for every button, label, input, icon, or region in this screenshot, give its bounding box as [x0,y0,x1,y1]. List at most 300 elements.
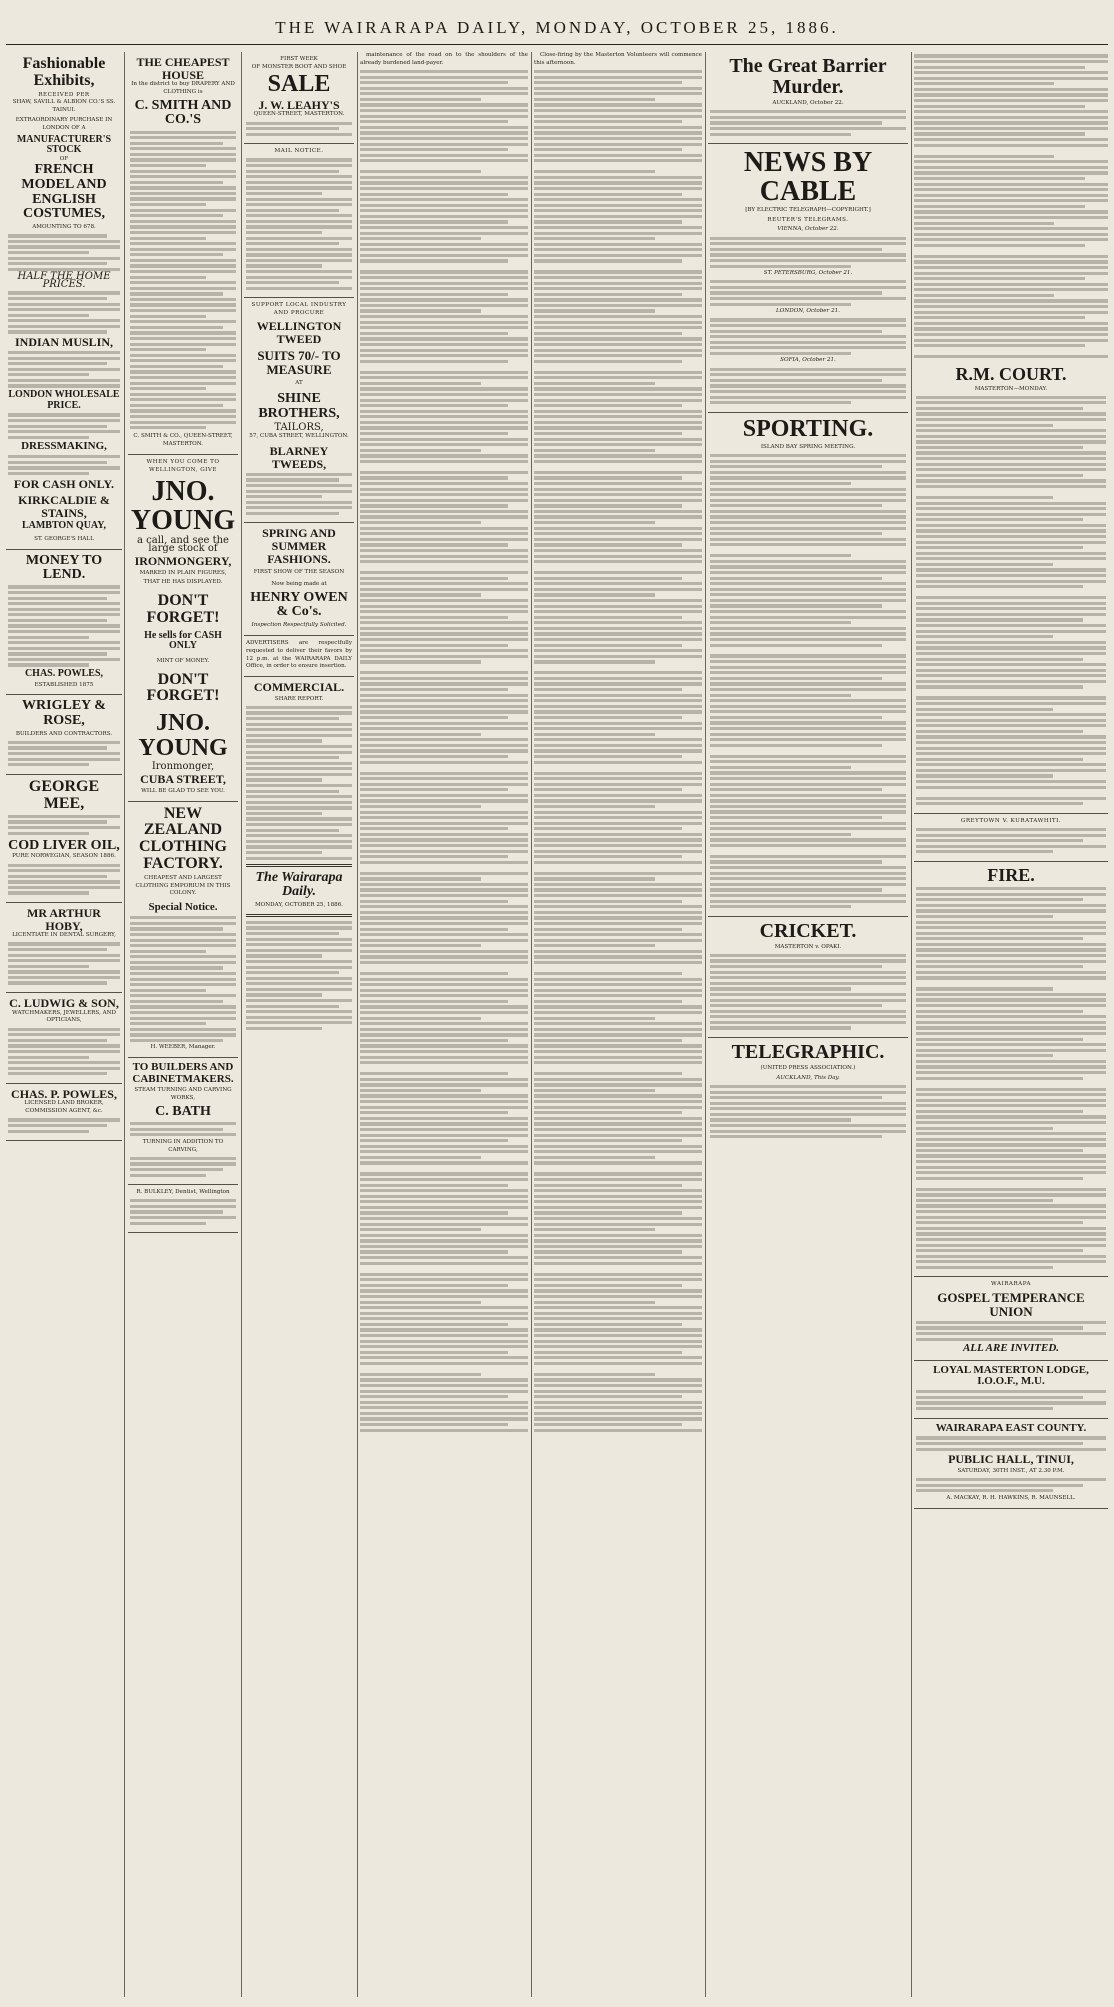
text-line [534,621,702,624]
text-line [534,382,655,385]
text-line [710,660,906,663]
text-line [916,1015,1106,1018]
ad-text: In the district to buy DRAPERY AND CLOTHING is [131,81,235,95]
text-line [360,87,528,90]
text-line [710,621,851,624]
text-line [360,421,528,424]
text-line [360,1312,528,1315]
text-line [360,215,528,218]
text-line [360,504,508,507]
text-line [916,535,1106,538]
ad-text: WAIRARAPA [990,1281,1031,1288]
text-line [534,1340,702,1343]
text-line [534,571,702,574]
text-line [360,1234,528,1237]
text-line [916,932,1106,935]
text-line [360,103,528,106]
text-line [916,669,1106,672]
section-heading: MAIL NOTICE. [274,148,324,155]
text-line [916,630,1106,633]
text-line [914,166,1108,169]
text-line [360,1111,508,1114]
text-line [914,222,1054,225]
text-line [916,971,1106,974]
ad-c-ludwig [6,993,122,1084]
text-line [710,710,906,713]
text-line [534,1039,682,1042]
text-line [916,960,1106,963]
text-line [360,1417,528,1420]
text-line [916,518,1083,521]
text-line [534,137,702,140]
text-line [914,255,1108,258]
text-line [916,1204,1106,1207]
ad-heading: MANUFACTURER'S STOCK [16,133,112,156]
ad-text: PURE NORWEGIAN, SEASON 1886. [12,853,116,860]
ad-signature: H. WEEBER, Manager. [150,1044,216,1051]
text-line [534,616,682,619]
text-line [710,471,906,474]
text-line [360,1195,528,1198]
section-subheading: GREYTOWN V. KURATAWHITI. [960,817,1062,824]
text-line [710,460,906,463]
text-line [360,888,528,891]
text-line [360,1362,528,1365]
text-line [916,1121,1106,1124]
ad-heading: DON'T FORGET! [146,592,220,626]
text-line [534,1156,655,1159]
text-line [914,160,1108,163]
column-rule [531,52,532,1997]
ad-leahy-boot-sale [244,52,354,144]
ad-heading: SALE [267,70,331,97]
text-line [360,1033,528,1036]
text-line [360,1429,528,1432]
text-line [914,299,1108,302]
text-line [360,1128,528,1131]
text-line [710,565,906,568]
text-line [534,404,682,407]
ad-text: OF [59,155,69,162]
text-line [914,199,1108,202]
text-line [360,632,528,635]
text-line [534,343,702,346]
text-line [534,432,682,435]
text-line [710,571,906,574]
text-line [360,577,508,580]
text-line [360,1423,508,1426]
text-line [534,476,682,479]
text-line [534,1362,702,1365]
text-line [710,465,882,468]
text-line [534,187,702,190]
text-line [916,987,1053,990]
text-line [916,948,1106,951]
text-line [360,705,528,708]
text-line [916,463,1106,466]
text-line [710,593,906,596]
text-line [534,822,702,825]
text-line [360,1289,528,1292]
text-line [534,443,702,446]
text-line [360,638,528,641]
text-line [360,710,528,713]
text-line [534,393,702,396]
dateline: VIENNA, October 22. [777,226,839,233]
text-line [534,1044,702,1047]
text-line [360,81,508,84]
ad-subheading: HALF THE HOME PRICES. [17,271,111,291]
section-subheading: (UNITED PRESS ASSOCIATION.) [760,1064,856,1071]
ad-text: WHEN YOU COME TO WELLINGTON, GIVE [146,458,220,473]
text-line [710,833,851,836]
text-line [360,432,508,435]
text-line [916,998,1106,1001]
text-line [360,1328,528,1331]
text-line [916,513,1106,516]
text-line [360,360,508,363]
column-4 [360,52,528,1997]
text-line [360,933,528,936]
text-line [360,677,528,680]
section-heading: COMMERCIAL. [253,680,345,695]
text-line [710,866,906,869]
text-line [360,755,508,758]
text-line [534,671,702,674]
text-line [534,1429,702,1432]
text-line [534,928,682,931]
text-line [534,911,702,914]
text-line [360,850,528,853]
text-line [360,1028,528,1031]
text-line [360,159,528,162]
text-line [916,624,1106,627]
text-line [360,972,508,975]
ad-r-bulkley [128,1185,238,1233]
text-line [534,454,702,457]
text-line [710,482,851,485]
text-line [360,905,528,908]
text-line [710,721,906,724]
text-line [914,171,1108,174]
ad-text: TAILORS, [274,421,324,433]
text-line [360,593,481,596]
text-line [534,989,702,992]
text-line [360,827,508,830]
text-line [534,599,702,602]
text-line [710,454,906,457]
text-line [534,1417,702,1420]
text-line [534,677,702,680]
text-line [360,454,528,457]
text-line [534,98,655,101]
text-line [360,699,528,702]
ad-text: C. SMITH & CO., QUEEN-STREET, MASTERTON. [133,433,233,448]
text-line [360,861,528,864]
text-line [534,699,702,702]
ad-heading: FOR CASH ONLY. [13,476,115,491]
text-line [710,771,906,774]
text-line [360,393,528,396]
text-line [360,605,528,608]
text-line [916,696,1106,699]
text-line [916,596,1106,599]
ad-signature: CHAS. POWLES, [24,668,104,680]
text-line [916,1238,1106,1241]
text-line [534,1345,702,1348]
ad-text: R. BULKLEY, Dentist, Wellington [136,1189,230,1196]
text-line [360,1050,528,1053]
text-line [360,738,528,741]
text-line [360,1273,528,1276]
text-line [710,588,906,591]
text-line [360,1206,528,1209]
ad-heading: JNO. YOUNG [138,710,228,762]
text-line [534,1056,702,1059]
ad-shine-brothers [244,298,354,523]
commercial-section [244,677,354,1037]
text-line [534,655,702,658]
text-line [534,827,682,830]
ad-text: 57, CUBA STREET, WELLINGTON. [249,433,349,440]
text-line [916,954,1106,957]
text-line [360,950,528,953]
text-line [710,666,906,669]
text-line [534,582,702,585]
article-text: maintenance of the road on to the shoulders of the already burdened land-payer. [360,52,528,66]
text-line [360,521,481,524]
text-line [360,1301,481,1304]
text-line [360,259,508,262]
text-line [534,1033,702,1036]
text-line [360,187,528,190]
text-line [914,322,1108,325]
text-line [534,270,702,273]
text-line [534,287,702,290]
text-line [534,649,702,652]
text-line [534,415,702,418]
text-line [534,254,702,257]
text-line [534,1094,702,1097]
text-line [534,148,682,151]
text-line [360,1295,528,1298]
text-line [534,360,682,363]
text-line [534,248,702,251]
text-line [534,1245,702,1248]
text-line [916,1166,1106,1169]
text-line [534,549,702,552]
text-line [534,783,702,786]
text-line [534,777,702,780]
text-line [916,1060,1106,1063]
text-line [534,1373,655,1376]
ad-heading: INDIAN MUSLIN, [14,334,113,349]
ad-heading: JNO. YOUNG [130,475,236,536]
text-line [916,468,1106,471]
text-line [534,1145,702,1148]
text-line [916,921,1106,924]
text-line [710,838,906,841]
text-line [534,972,682,975]
text-line [360,688,508,691]
text-line [916,407,1083,410]
text-line [360,181,528,184]
ad-text: CHEAPEST AND LARGEST CLOTHING EMPORIUM IN THIS COLONY. [135,874,231,897]
text-line [360,298,528,301]
text-line [534,421,702,424]
text-line [534,1078,702,1081]
text-line [916,1077,1083,1080]
text-line [360,282,528,285]
text-line [916,396,1106,399]
text-line [360,621,528,624]
text-line [360,471,528,474]
text-line [534,1378,702,1381]
text-line [360,671,528,674]
ad-heading: Special Notice. [148,901,218,914]
text-line [710,783,906,786]
text-line [710,616,906,619]
ad-text: Now being made at [271,580,327,587]
text-line [914,88,1108,91]
text-line [360,877,481,880]
text-line [916,937,1083,940]
text-line [534,532,702,535]
text-line [360,438,528,441]
text-line [534,555,702,558]
text-line [360,98,481,101]
ad-text: FIRST WEEK [280,56,318,62]
text-line [534,193,682,196]
text-line [534,276,702,279]
ad-heading: J. W. LEAHY'S [258,97,340,112]
text-line [534,499,702,502]
ad-wairarapa-east [914,1419,1108,1509]
text-line [710,883,906,886]
text-line [360,961,528,964]
text-line [360,627,528,630]
text-line [360,1017,481,1020]
text-line [534,259,682,262]
text-line [360,1078,528,1081]
article-body [360,70,528,1432]
text-line [914,205,1085,208]
text-line [534,610,702,613]
dateline: ST. PETERSBURG, October 21. [763,270,853,277]
text-line [360,209,528,212]
great-barrier-murder [708,52,908,144]
column-1 [6,52,122,1997]
ad-text: RECEIVED PER [38,91,90,98]
text-line [916,541,1106,544]
ad-heading: KIRKCALDIE & STAINS, [18,493,110,520]
text-line [360,955,528,958]
text-line [914,344,1085,347]
text-line [360,1000,508,1003]
text-line [360,582,528,585]
text-line [916,574,1106,577]
text-line [916,724,1106,727]
text-line [360,799,528,802]
text-line [360,243,528,246]
text-line [360,571,528,574]
text-line [534,1390,702,1393]
text-line [534,1200,702,1203]
text-line [916,680,1106,683]
text-line [914,110,1108,113]
text-line [914,288,1108,291]
text-line [916,585,1083,588]
text-line [914,294,1054,297]
text-line [710,515,906,518]
text-line [534,688,682,691]
ad-heading: NEW ZEALAND CLOTHING FACTORY. [138,804,227,873]
text-line [534,950,702,953]
text-line [360,1228,481,1231]
text-line [534,1250,682,1253]
text-line [534,833,702,836]
text-line [916,1171,1106,1174]
text-line [534,376,702,379]
text-line [534,298,702,301]
text-line [710,860,882,863]
text-line [710,627,906,630]
text-line [916,1216,1106,1219]
text-line [360,399,528,402]
section-heading: TELEGRAPHIC. [731,1040,885,1063]
text-line [710,699,906,702]
text-line [914,138,1108,141]
text-line [360,855,508,858]
text-line [360,510,528,513]
text-line [710,777,906,780]
text-line [710,705,906,708]
section-heading: FIRE. [987,864,1035,885]
text-line [360,1094,528,1097]
ad-text: AMOUNTING TO 678. [32,224,96,231]
text-line [710,582,906,585]
text-line [534,515,702,518]
text-line [916,457,1106,460]
text-line [710,604,882,607]
ad-heading: He sells for CASH ONLY [144,629,222,652]
text-line [534,1317,702,1320]
dateline: LONDON, October 21. [776,308,840,315]
notice-advertisers [244,636,354,677]
ad-heading: LONDON WHOLESALE PRICE. [8,389,120,411]
ad-text: EXTRAORDINARY PURCHASE IN LONDON OF A [15,116,113,131]
section-subheading: [BY ELECTRIC TELEGRAPH—COPYRIGHT.] [745,206,871,213]
paper-title: The Wairarapa Daily. [255,869,343,900]
text-line [916,943,1106,946]
text-line [710,610,906,613]
text-line [534,1234,702,1237]
text-line [534,794,702,797]
text-line [710,543,906,546]
text-line [914,266,1108,269]
text-line [360,1161,528,1164]
text-line [534,131,702,134]
text-line [534,733,655,736]
text-line [534,816,702,819]
ad-signature: A. MACKAY, R. H. HAWKINS, R. MAUNSELL. [946,1494,1076,1501]
text-line [916,741,1106,744]
text-line [360,1239,528,1242]
text-line [360,226,528,229]
text-line [360,872,528,875]
text-line [360,788,508,791]
text-line [914,60,1108,63]
